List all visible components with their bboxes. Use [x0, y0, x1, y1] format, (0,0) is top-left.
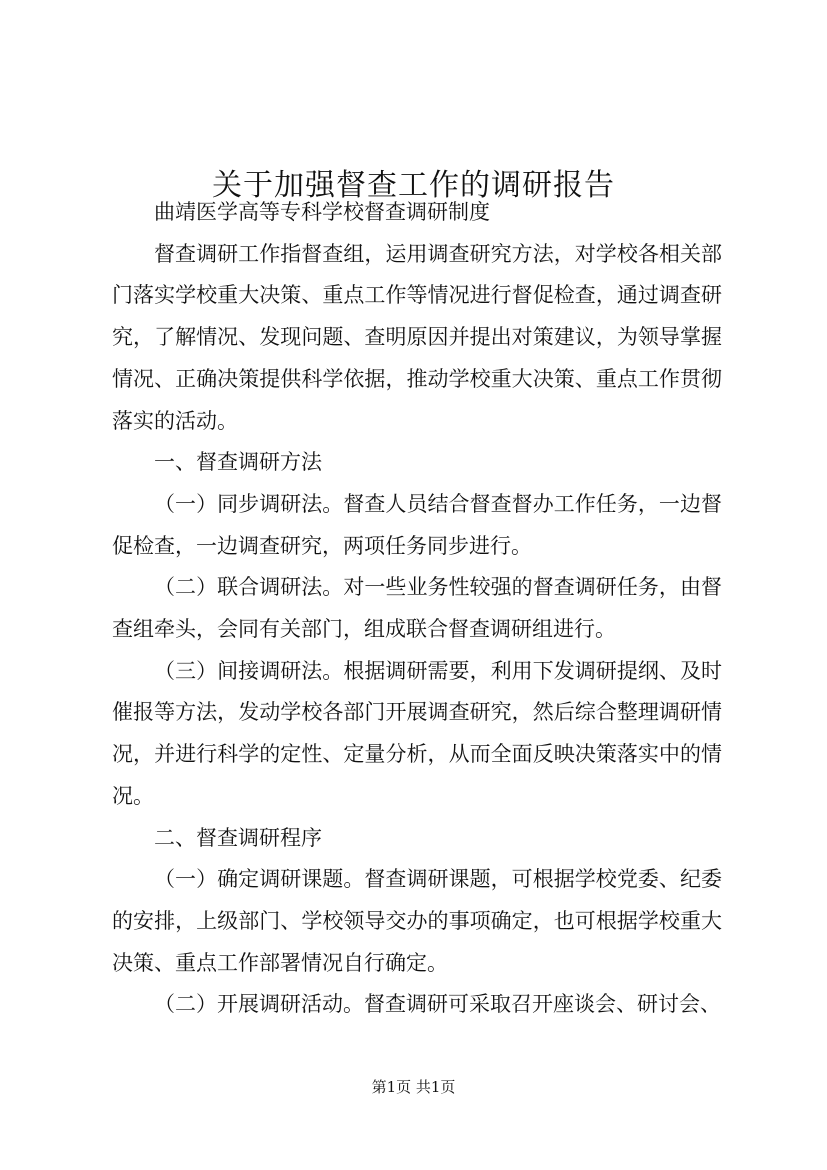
- section-heading-methods: 一、督查调研方法: [154, 450, 322, 475]
- paragraph-procedure-2: （二）开展调研活动。督查调研可采取召开座谈会、研讨会、: [154, 992, 721, 1017]
- paragraph-procedure-1: （一）确定调研课题。督查调研课题，可根据学校党委、纪委的安排，上级部门、学校领导交办的事项确定，也可根据学校重大决策、重点工作部署情况自行确定。: [112, 867, 722, 975]
- paragraph-method-3: （三）间接调研法。根据调研需要，利用下发调研提纲、及时催报等方法，发动学校各部门开展调查研究，然后综合整理调研情况，并进行科学的定性、定量分析，从而全面反映决策落实中的情况。: [112, 658, 722, 808]
- paragraph-method-1: （一）同步调研法。督查人员结合督查督办工作任务，一边督促检查，一边调查研究，两项任务同步进行。: [112, 491, 722, 558]
- paragraph-intro: 督查调研工作指督查组，运用调查研究方法，对学校各相关部门落实学校重大决策、重点工作等情况进行督促检查，通过调查研究，了解情况、发现问题、查明原因并提出对策建议，为领导掌握情况、正确决策提供科学依据，推动学校重大决策、重点工作贯彻落实的活动。: [112, 241, 722, 433]
- paragraph-method-2: （二）联合调研法。对一些业务性较强的督查调研任务，由督查组牵头，会同有关部门，组成联合督查调研组进行。: [112, 575, 722, 642]
- paragraph-subtitle: 曲靖医学高等专科学校督查调研制度: [154, 200, 490, 224]
- section-heading-procedure: 二、督查调研程序: [154, 825, 322, 850]
- document-title: 关于加强督查工作的调研报告: [212, 168, 615, 204]
- document-body: [112, 192, 722, 1026]
- page-footer: 第1页 共1页: [371, 1078, 456, 1096]
